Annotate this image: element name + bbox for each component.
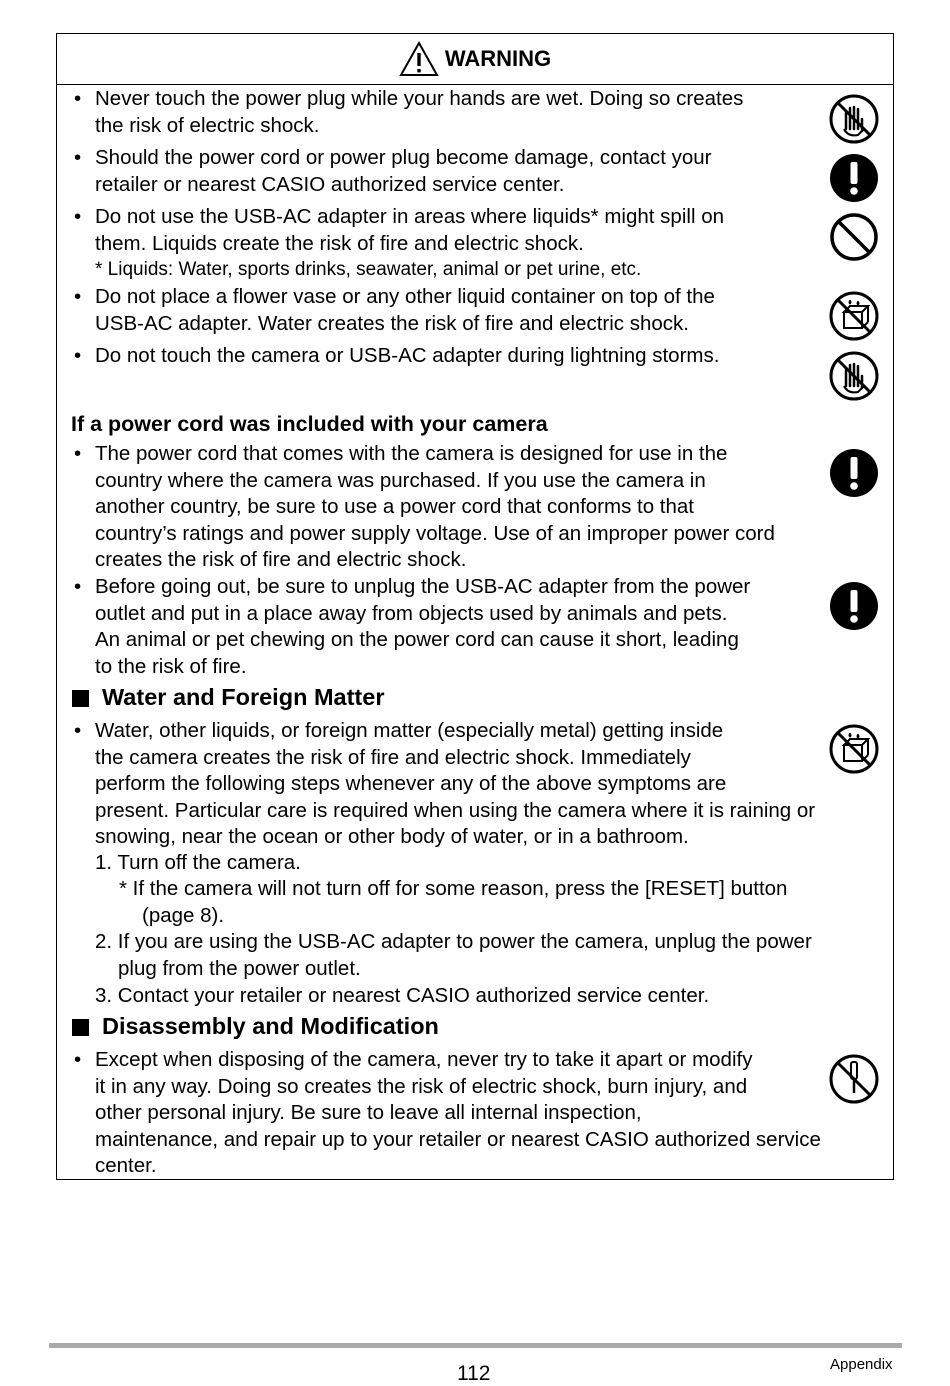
warning-item-4: Do not place a flower vase or any other liquid container on top of the USB-AC adapter. Water creates the risk of fire and electric shock.: [95, 285, 715, 335]
warning-header: [57, 34, 893, 85]
section-label: Appendix: [830, 1356, 893, 1373]
bullet: •: [74, 344, 82, 367]
mandatory-action-icon: [828, 447, 880, 499]
disassembly-heading: Disassembly and Modification: [102, 1013, 439, 1039]
step-3: 3. Contact your retailer or nearest CASIO authorized service center.: [95, 984, 710, 1007]
wet-hands-prohibited-icon: [828, 93, 880, 145]
warning-item-5: Do not touch the camera or USB-AC adapter during lightning storms.: [95, 344, 720, 367]
warning-item-2: Should the power cord or power plug become damage, contact your retailer or nearest CASIO authorized service center.: [95, 146, 712, 196]
bullet: •: [74, 87, 82, 110]
page-number: 112: [457, 1362, 491, 1385]
bullet: •: [74, 719, 82, 742]
section-marker: [72, 1019, 89, 1036]
bullet: •: [74, 1048, 82, 1071]
step-2: 2. If you are using the USB-AC adapter to power the camera, unplug the power plug from the power outlet.: [95, 930, 812, 980]
power-cord-item-1: The power cord that comes with the camera is designed for use in the country where the camera was purchased. If you use the camera in another country, be sure to use a power cord that conforms to that country’s ratings and power supply voltage. Use of an improper power cord creates the risk of fire and electric shock.: [95, 442, 775, 571]
water-item: Water, other liquids, or foreign matter (especially metal) getting inside the camera creates the risk of fire and electric shock. Immediately perform the following steps whenever any of the above symptoms are present. Particular care is required when using the camera where it is raining or snowing, near the ocean or other body of water, or in a bathroom.: [95, 719, 816, 848]
warning-title: WARNING: [444, 46, 552, 71]
section-marker: [72, 690, 89, 707]
bullet: •: [74, 575, 82, 598]
footer-divider: [49, 1343, 902, 1348]
mandatory-action-icon: [828, 152, 880, 204]
no-liquids-icon: [828, 723, 880, 775]
warning-triangle-icon: [399, 41, 439, 77]
warning-item-1: Never touch the power plug while your hands are wet. Doing so creates the risk of electric shock.: [95, 87, 744, 137]
no-liquids-icon: [828, 290, 880, 342]
bullet: •: [74, 205, 82, 228]
disassembly-item: Except when disposing of the camera, never try to take it apart or modify it in any way. Doing so creates the risk of electric shock, burn injury, and other personal injury. Be sure to leave all internal inspection, maintenance, and repair up to your retailer or nearest CASIO authorized service center.: [95, 1048, 821, 1177]
step-1-note: * If the camera will not turn off for some reason, press the [RESET] button (page 8).: [119, 877, 788, 927]
warning-item-3: Do not use the USB-AC adapter in areas where liquids* might spill on them. Liquids create the risk of fire and electric shock.: [95, 205, 724, 255]
bullet: •: [74, 285, 82, 308]
water-heading: Water and Foreign Matter: [102, 684, 385, 710]
bullet: •: [74, 442, 82, 465]
power-cord-heading: If a power cord was included with your camera: [71, 412, 548, 436]
step-1: 1. Turn off the camera.: [95, 851, 301, 874]
no-disassembly-icon: [828, 1053, 880, 1105]
power-cord-item-2: Before going out, be sure to unplug the USB-AC adapter from the power outlet and put in a place away from objects used by animals and pets. An animal or pet chewing on the power cord can cause it short, leading to the risk of fire.: [95, 575, 751, 678]
bullet: •: [74, 146, 82, 169]
mandatory-action-icon: [828, 580, 880, 632]
do-not-touch-icon: [828, 350, 880, 402]
liquids-note: * Liquids: Water, sports drinks, seawater, animal or pet urine, etc.: [95, 259, 642, 280]
prohibited-icon: [828, 211, 880, 263]
